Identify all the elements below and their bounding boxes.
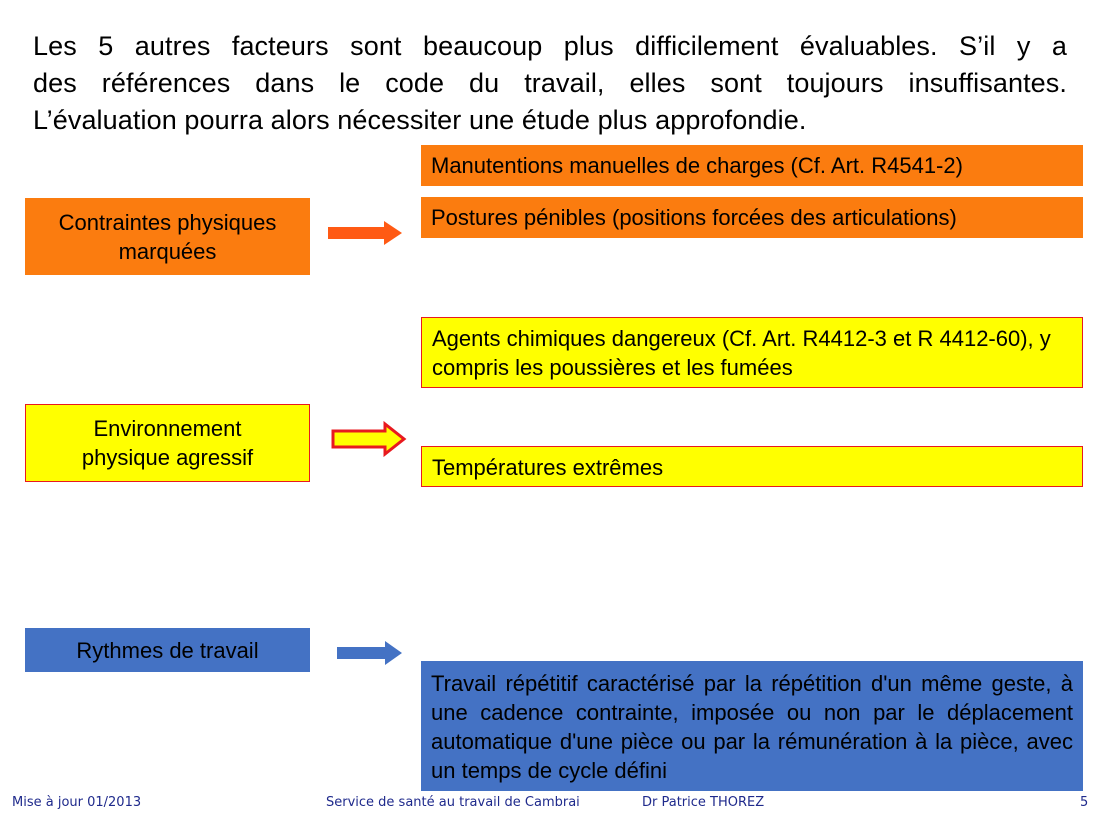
- detail-repetitive-work: [421, 661, 1083, 791]
- detail-chemical-agents: [421, 317, 1083, 388]
- intro-paragraph: [33, 28, 1067, 139]
- footer-service: Service de santé au travail de Cambrai: [326, 795, 580, 810]
- footer-page-number: 5: [1080, 795, 1089, 810]
- detail-postures: [421, 197, 1083, 238]
- detail-temperatures: [421, 446, 1083, 487]
- category-environment: [25, 404, 310, 482]
- arrow-right-outline-icon: [330, 421, 408, 457]
- detail-manual-handling-text: Manutentions manuelles de charges (Cf. Art. R4541-2): [431, 153, 963, 178]
- detail-repetitive-work-text: Travail répétitif caractérisé par la répétition d'un même geste, à une cadence contrainte, imposée ou non par le déplacement automatique d'une pièce ou par la rémunération à la pièce, avec un temps de cycle défini: [431, 671, 1073, 783]
- category-rhythms-label: Rythmes de travail: [76, 637, 259, 663]
- footer-update-date: Mise à jour 01/2013: [12, 795, 142, 810]
- detail-temperatures-text: Températures extrêmes: [432, 455, 664, 480]
- detail-manual-handling: [421, 145, 1083, 186]
- intro-line-2: des références dans le code du travail, elles sont toujours insuffisantes.: [33, 68, 1067, 98]
- detail-chemical-agents-text: Agents chimiques dangereux (Cf. Art. R4412-3 et R 4412-60), y compris les poussières et les fumées: [432, 326, 1051, 380]
- arrow-right-icon: [326, 220, 404, 248]
- category-physical-label: Contraintes physiques marquées: [58, 209, 277, 264]
- footer-author: Dr Patrice THOREZ: [642, 795, 765, 810]
- category-work-rhythms: [25, 628, 310, 672]
- arrow-right-blue-icon: [335, 640, 405, 666]
- category-physical-constraints: [25, 198, 310, 275]
- category-environment-label: Environnement physique agressif: [81, 416, 254, 470]
- intro-line-1: Les 5 autres facteurs sont beaucoup plus difficilement évaluables. S’il y a: [33, 31, 1067, 61]
- detail-postures-text: Postures pénibles (positions forcées des articulations): [431, 205, 957, 230]
- intro-line-3: L’évaluation pourra alors nécessiter une étude plus approfondie.: [33, 105, 807, 135]
